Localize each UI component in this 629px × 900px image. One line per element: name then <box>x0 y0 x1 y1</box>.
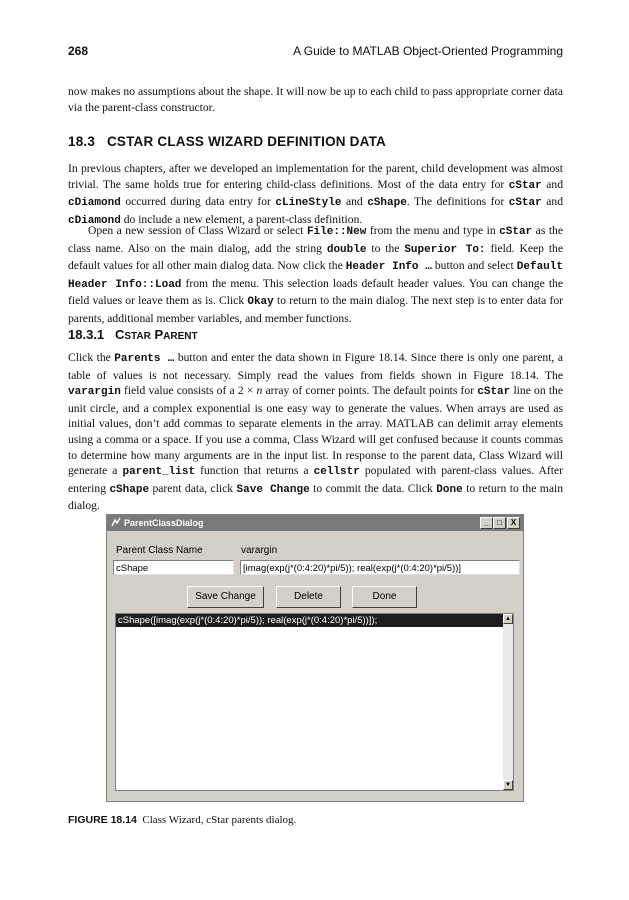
text: and <box>341 195 368 209</box>
code: Superior To: <box>404 243 486 256</box>
scroll-up-icon[interactable]: ▲ <box>503 614 513 624</box>
figure-caption <box>68 814 296 826</box>
section-title: CSTAR CLASS WIZARD DEFINITION DATA <box>106 134 386 149</box>
text: parent data, click <box>149 481 237 495</box>
subsection-heading <box>68 327 198 342</box>
text: from the menu and type in <box>366 224 500 237</box>
text: to return to the main dialog. The next step is to enter data for parents, additional member variables, and member functions. <box>68 294 563 325</box>
code: Header Info … <box>345 261 432 274</box>
code: cDiamond <box>68 214 121 227</box>
subsection-title: C <box>115 327 125 342</box>
paragraph-2 <box>68 223 563 327</box>
text: In previous chapters, after we developed an implementation for the parent, child development was almost trivial. The same holds true for entering child-class definitions. Most of the data entry for <box>68 162 563 191</box>
text: to the <box>366 241 405 255</box>
delete-button[interactable]: Delete <box>276 586 341 608</box>
varargin-label: varargin <box>241 545 278 556</box>
varargin-input[interactable]: [imag(exp(j*(0:4:20)*pi/5)); real(exp(j*(0:4:20)*pi/5))] <box>240 560 520 575</box>
figure-caption-text: Class Wizard, cStar parents dialog. <box>142 814 297 826</box>
text: button and select <box>431 259 517 273</box>
parent-class-name-label: Parent Class Name <box>116 545 203 556</box>
text: Click the <box>68 351 115 364</box>
close-button[interactable]: X <box>507 517 520 529</box>
text: array of corner points. The default points for <box>262 384 478 398</box>
code: cShape <box>367 197 407 210</box>
figure-label: FIGURE 18.14 <box>68 814 137 826</box>
intro-paragraph: now makes no assumptions about the shape. It will now be up to each child to pass appropriate corner data via the parent-class constructor. <box>68 85 563 114</box>
code: cStar <box>508 179 542 192</box>
text: do include a new element, a parent-class definition. <box>120 212 363 226</box>
minimize-button[interactable]: _ <box>480 517 493 529</box>
code: File::New <box>306 226 367 238</box>
parent-list[interactable] <box>115 613 514 791</box>
vertical-scrollbar[interactable] <box>503 614 513 790</box>
code: cLineStyle <box>275 197 342 210</box>
subsection-title: STAR <box>124 331 151 342</box>
done-button[interactable]: Done <box>352 586 417 608</box>
subsection-title: P <box>154 327 164 342</box>
text: to commit the data. Click <box>309 481 437 495</box>
text: from the menu. This selection loads default header values. You can change the field values or leave them as is. Click <box>68 276 563 308</box>
text: populated with parent-class values. After entering <box>68 464 564 495</box>
code: cDiamond <box>68 197 121 210</box>
matlab-icon <box>111 517 121 527</box>
text: field. Keep the default values for all other main dialog data. Now click the <box>68 241 563 273</box>
text: function that returns a <box>195 464 314 478</box>
code: cStar <box>477 386 511 399</box>
section-heading <box>68 134 386 149</box>
text: as the class name. Also on the main dialog, add the string <box>68 224 564 255</box>
code: double <box>326 243 367 256</box>
code: cStar <box>499 226 533 238</box>
parent-class-dialog <box>106 514 524 802</box>
code: Okay <box>247 296 274 309</box>
code: cellstr <box>313 466 360 479</box>
text: . The definitions for <box>406 195 509 209</box>
code: Done <box>436 483 463 496</box>
page-number: 268 <box>68 44 89 58</box>
subsection-number: 18.3.1 <box>68 327 105 342</box>
list-item[interactable]: cShape([imag(exp(j*(0:4:20)*pi/5)); real(exp(j*(0:4:20)*pi/5))]); <box>116 614 503 627</box>
text: button and enter the data shown in Figure 18.14. Since there is only one parent, a table of values is not necessary. Simply read the values from fields shown in Figure 18.14. The <box>68 351 563 382</box>
section-number: 18.3 <box>68 134 96 149</box>
text: Open a new session of Class Wizard or select <box>88 224 307 237</box>
parent-class-name-input[interactable]: cShape <box>113 560 234 575</box>
paragraph-1 <box>68 161 563 229</box>
text: field value consists of a 2 × <box>120 384 257 398</box>
text: line on the unit circle, and a complex exponential is one easy way to generate the values. When arrays are used as initial values, don’t add commas to separate elements in the array. MATLAB can delimit array elements using a comma or a space. If you use a comma, Class Wizard will get confused because it counts commas to determine how many arguments are in the input list. In response to the parent data, Class Wizard will generate a <box>68 384 563 478</box>
code: cStar <box>508 197 542 210</box>
scroll-down-icon[interactable]: ▼ <box>503 780 513 790</box>
code: Parents … <box>114 353 175 365</box>
subsection-title: ARENT <box>163 331 198 342</box>
text: and <box>541 195 563 209</box>
text: occurred during data entry for <box>120 195 276 209</box>
text: to return to the main dialog. <box>68 481 563 513</box>
paragraph-3 <box>68 350 563 514</box>
math-var: n <box>256 384 263 398</box>
dialog-title: ParentClassDialog <box>124 518 204 528</box>
code: Save Change <box>236 483 310 496</box>
code: varargin <box>68 386 121 399</box>
code: cShape <box>109 483 150 496</box>
running-header-title: A Guide to MATLAB Object-Oriented Programming <box>293 44 563 58</box>
code: parent_list <box>122 466 196 479</box>
dialog-titlebar[interactable] <box>107 515 523 531</box>
text: and <box>541 177 564 191</box>
code: Default Header Info::Load <box>68 261 563 291</box>
save-change-button[interactable]: Save Change <box>187 586 264 608</box>
maximize-button[interactable]: □ <box>493 517 506 529</box>
